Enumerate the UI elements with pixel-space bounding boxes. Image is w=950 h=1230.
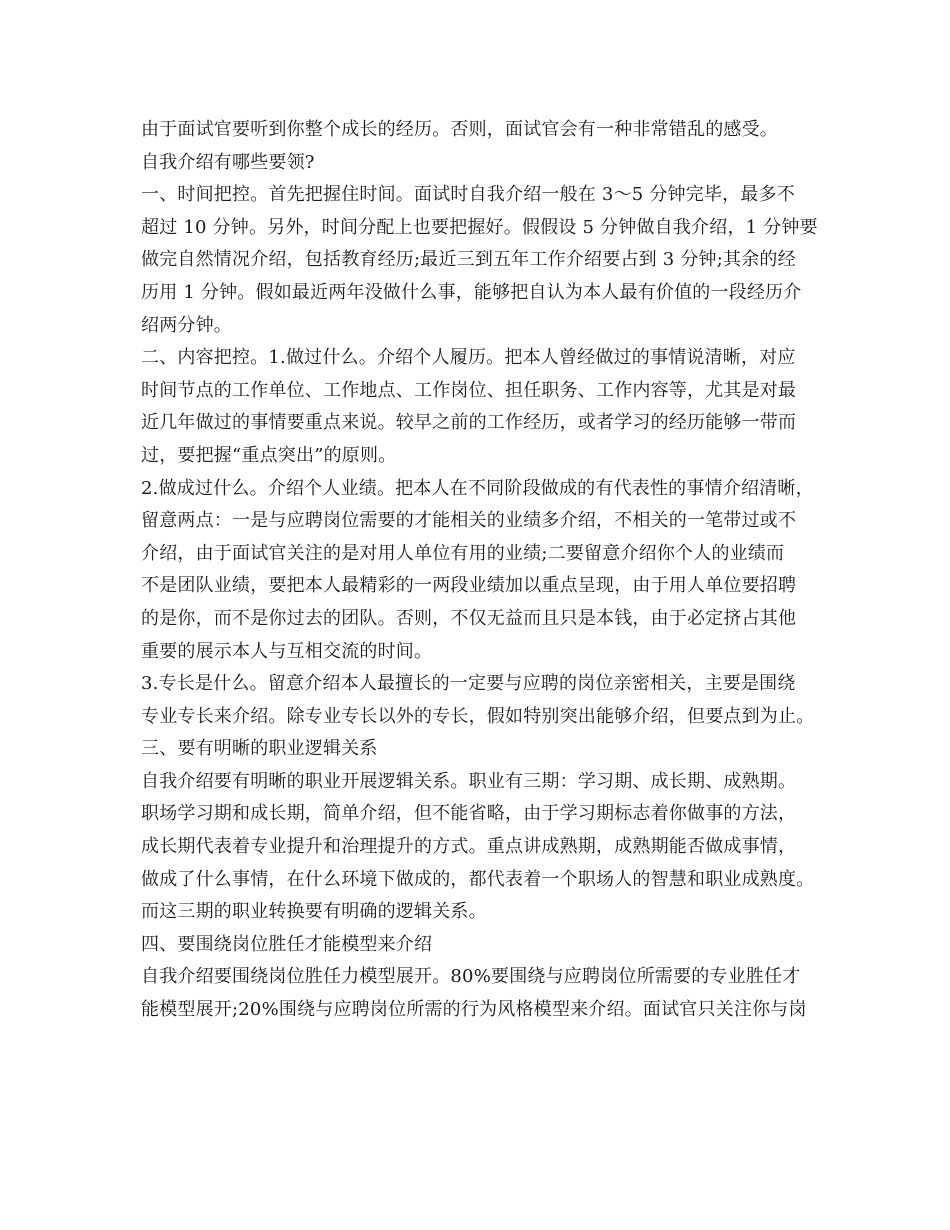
text-line: 成长期代表着专业提升和治理提升的方式。重点讲成熟期，成熟期能否做成事情，	[141, 836, 797, 858]
text-line: 一、时间把控。首先把握住时间。面试时自我介绍一般在 3～5 分钟完毕，最多不	[141, 184, 795, 206]
text-line: 时间节点的工作单位、工作地点、工作岗位、担任职务、工作内容等，尤其是对最	[141, 379, 797, 401]
text-line: 做成了什么事情，在什么环境下做成的，都代表着一个职场人的智慧和职业成熟度。	[141, 868, 815, 890]
text-line: 留意两点：一是与应聘岗位需要的才能相关的业绩多介绍，不相关的一笔带过或不	[141, 510, 797, 532]
text-line: 介绍，由于面试官关注的是对用人单位有用的业绩;二要留意介绍你个人的业绩而	[141, 542, 785, 564]
text-line: 而这三期的职业转换要有明确的逻辑关系。	[141, 901, 487, 923]
text-line: 职场学习期和成长期，简单介绍，但不能省略，由于学习期标志着你做事的方法，	[141, 803, 797, 825]
text-line: 3.专长是什么。留意介绍本人最擅长的一定要与应聘的岗位亲密相关，主要是围绕	[141, 673, 796, 695]
text-line: 历用 1 分钟。假如最近两年没做什么事，能够把自认为本人最有价值的一段经历介	[141, 281, 802, 303]
section-heading: 四、要围绕岗位胜任才能模型来介绍	[141, 933, 433, 955]
text-line: 近几年做过的事情要重点来说。较早之前的工作经历，或者学习的经历能够一带而	[141, 412, 797, 434]
text-line: 专业专长来介绍。除专业专长以外的专长，假如特别突出能够介绍，但要点到为止。	[141, 705, 815, 727]
text-line: 能模型展开;20%围绕与应聘岗位所需的行为风格模型来介绍。面试官只关注你与岗	[141, 999, 807, 1021]
text-line: 由于面试官要听到你整个成长的经历。否则，面试官会有一种非常错乱的感受。	[141, 119, 778, 140]
text-line: 的是你，而不是你过去的团队。否则，不仅无益而且只是本钱，由于必定挤占其他	[141, 607, 797, 629]
text-line: 自我介绍有哪些要领?	[141, 151, 315, 173]
text-line: 自我介绍要围绕岗位胜任力模型展开。80%要围绕与应聘岗位所需要的专业胜任才	[141, 966, 801, 988]
section-heading: 三、要有明晰的职业逻辑关系	[141, 738, 378, 760]
text-line: 过，要把握“重点突出”的原则。	[141, 444, 397, 466]
text-line: 绍两分钟。	[141, 314, 232, 336]
text-line: 2.做成过什么。介绍个人业绩。把本人在不同阶段做成的有代表性的事情介绍清晰，	[141, 477, 814, 499]
text-line: 不是团队业绩，要把本人最精彩的一两段业绩加以重点呈现，由于用人单位要招聘	[141, 575, 797, 597]
text-line: 重要的展示本人与互相交流的时间。	[141, 640, 433, 662]
text-line: 二、内容把控。1.做过什么。介绍个人履历。把本人曾经做过的事情说清晰，对应	[141, 347, 796, 369]
text-line: 超过 10 分钟。另外，时间分配上也要把握好。假假设 5 分钟做自我介绍，1 分钟要	[141, 216, 818, 238]
text-line: 自我介绍要有明晰的职业开展逻辑关系。职业有三期：学习期、成长期、成熟期。	[141, 770, 797, 792]
body-text	[141, 114, 831, 1027]
text-line: 做完自然情况介绍，包括教育经历;最近三到五年工作介绍要占到 3 分钟;其余的经	[141, 249, 796, 271]
